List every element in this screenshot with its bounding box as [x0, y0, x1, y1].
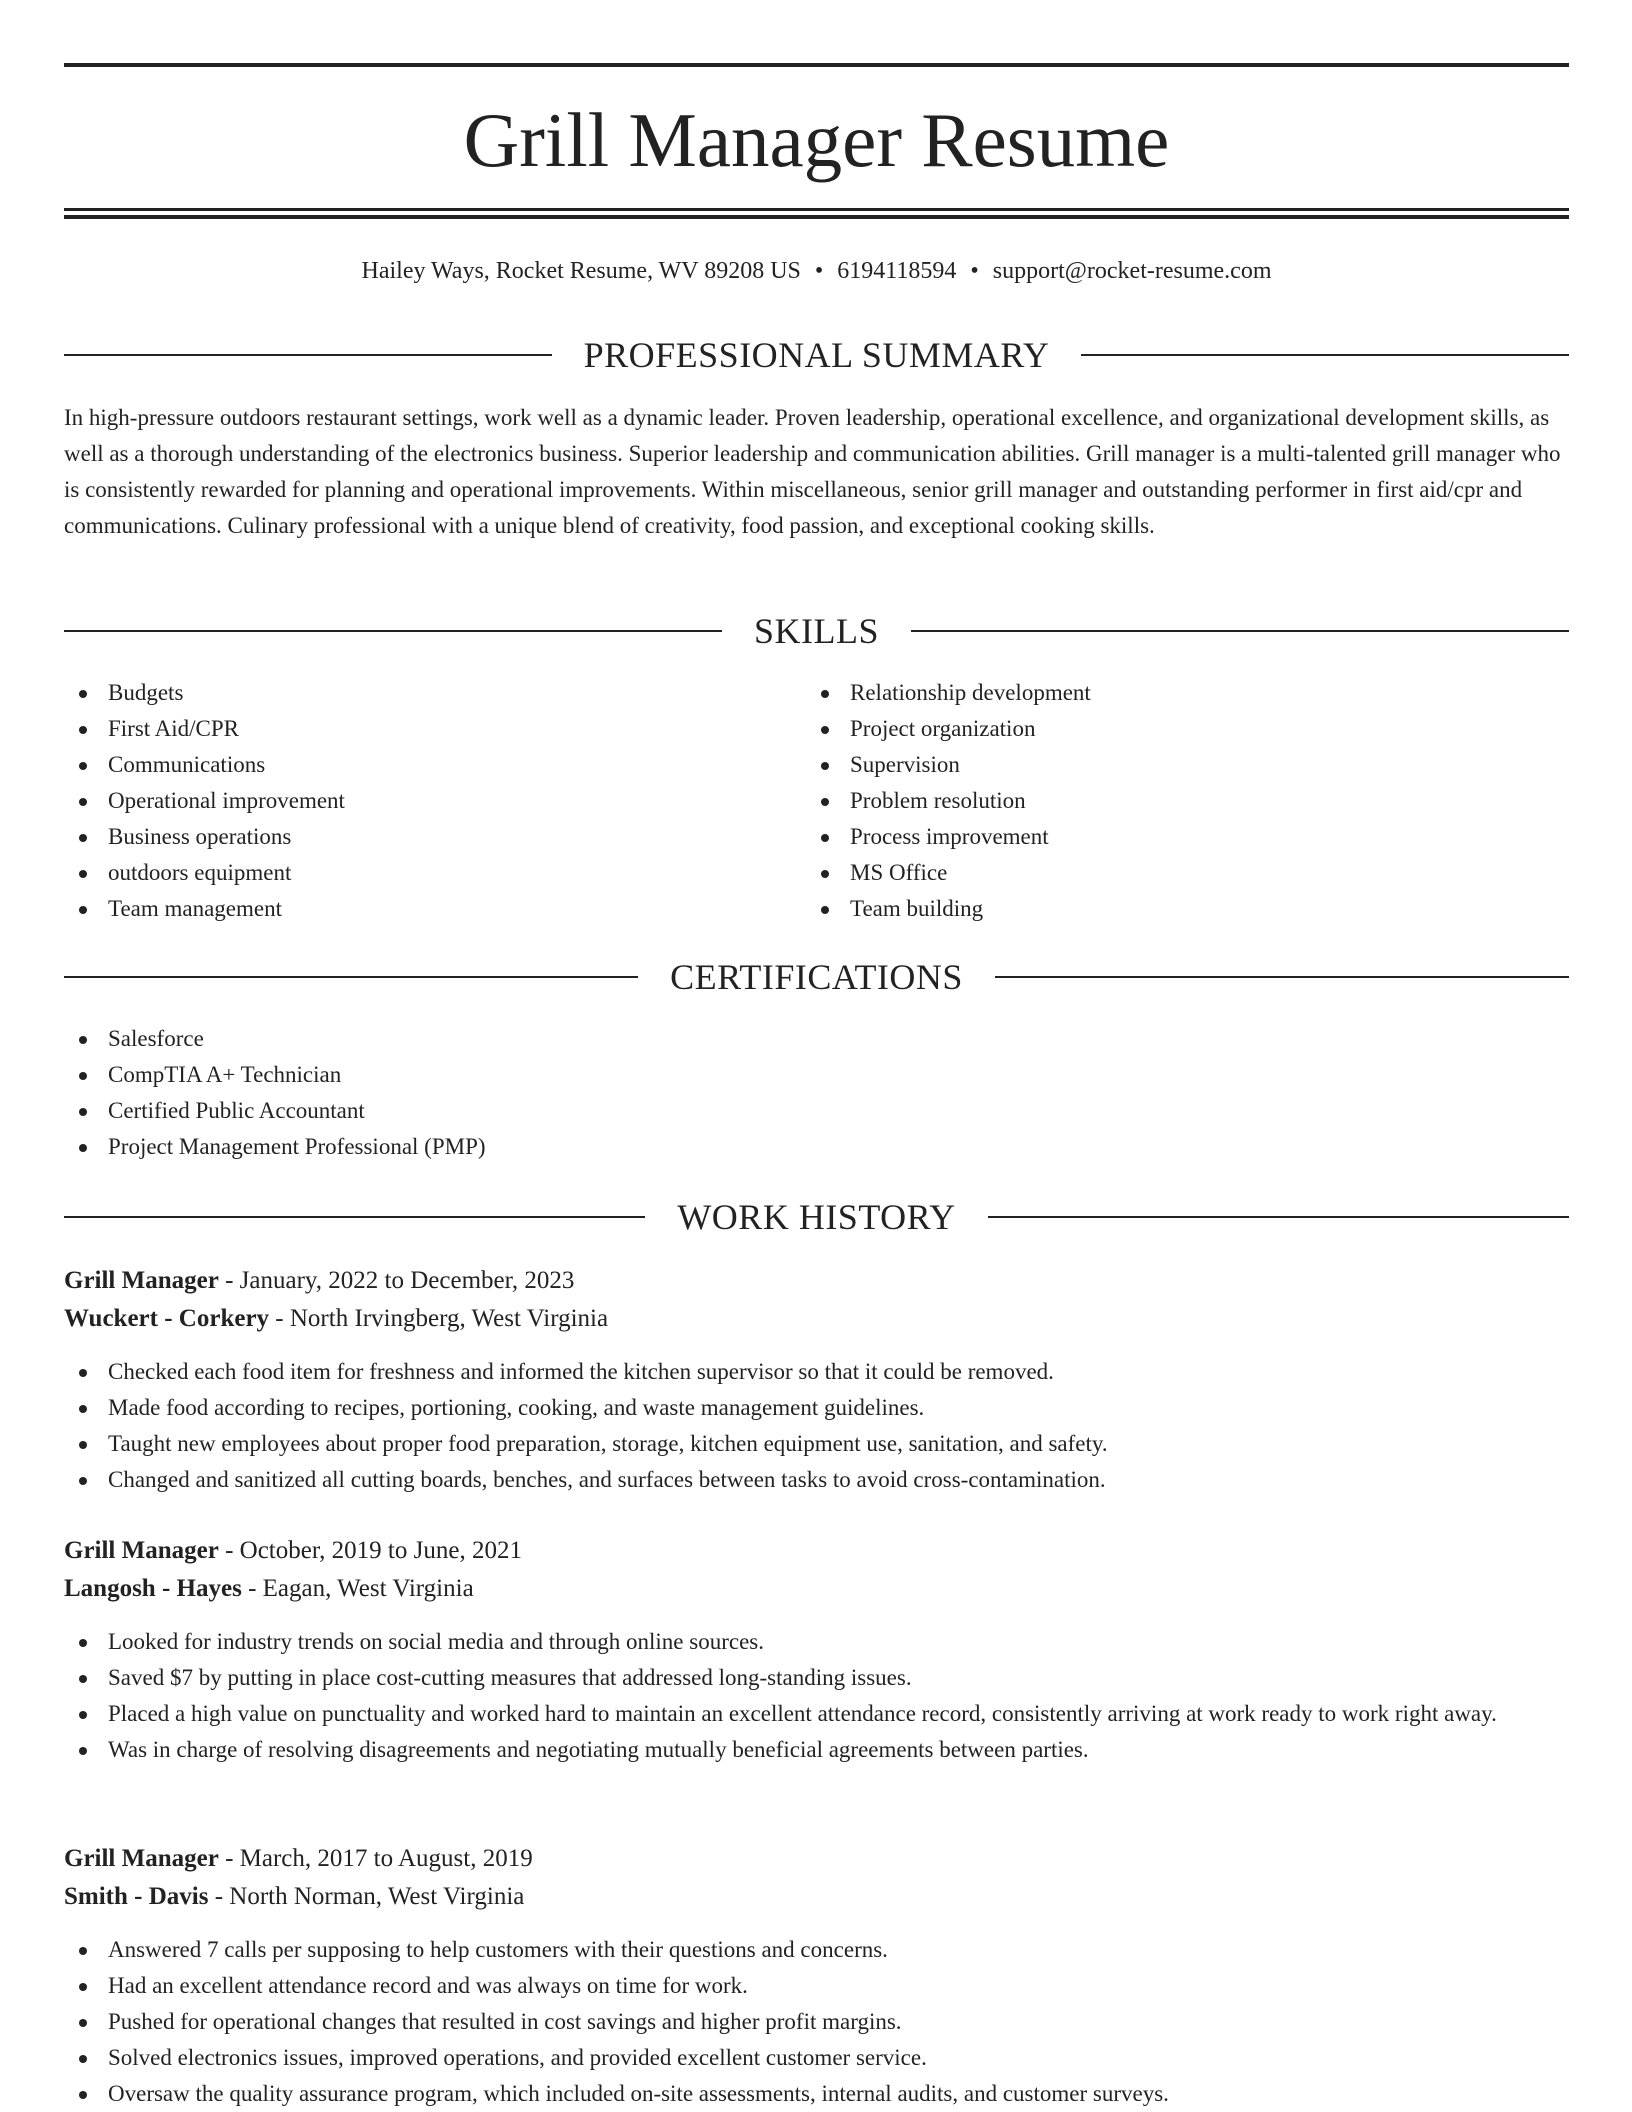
job-bullet-item: Saved $7 by putting in place cost-cutting measures that addressed long-standing issues.	[64, 1660, 1569, 1696]
job-dates: - October, 2019 to June, 2021	[218, 1537, 522, 1564]
divider	[64, 976, 638, 978]
divider	[64, 630, 722, 632]
section-title-certifications: CERTIFICATIONS	[670, 957, 963, 997]
job-bullet-item: Oversaw the quality assurance program, which included on-site assessments, internal audits, and customer surveys.	[64, 2076, 1569, 2112]
skill-item: Budgets	[64, 675, 764, 711]
skill-item: Team building	[806, 891, 1566, 927]
contact-line	[64, 255, 1569, 287]
job-bullet-item: Changed and sanitized all cutting boards, benches, and surfaces between tasks to avoid cross-contamination.	[64, 1462, 1569, 1498]
certification-item: Certified Public Accountant	[64, 1093, 1064, 1129]
job-bullets	[64, 1624, 1569, 1768]
job-bullet-item: Made food according to recipes, portioning, cooking, and waste management guidelines.	[64, 1390, 1569, 1426]
job-bullet-item: Was in charge of resolving disagreements and negotiating mutually beneficial agreements between parties.	[64, 1732, 1569, 1768]
job-entry	[64, 1262, 1569, 1498]
job-title: Grill Manager	[64, 1537, 219, 1564]
job-entry	[64, 1840, 1569, 2112]
job-bullet-item: Answered 7 calls per supposing to help customers with their questions and concerns.	[64, 1932, 1569, 1968]
job-bullet-item: Pushed for operational changes that resulted in cost savings and higher profit margins.	[64, 2004, 1569, 2040]
summary-text: In high-pressure outdoors restaurant settings, work well as a dynamic leader. Proven leadership, operational excellence, and organizational development skills, as well as a thorough understanding of the electronics business. Superior leadership and communication abilities. Grill manager is a multi-talented grill manager who is consistently rewarded for planning and operational improvements. Within miscellaneous, senior grill manager and outstanding performer in first aid/cpr and communications. Culinary professional with a unique blend of creativity, food passion, and exceptional cooking skills.	[64, 405, 1561, 538]
job-title: Grill Manager	[64, 1267, 219, 1294]
job-bullet-item: Had an excellent attendance record and was always on time for work.	[64, 1968, 1569, 2004]
job-dates: - January, 2022 to December, 2023	[218, 1267, 575, 1294]
skill-item: Team management	[64, 891, 764, 927]
certification-item: Project Management Professional (PMP)	[64, 1129, 1064, 1165]
job-title-line	[64, 1532, 1569, 1570]
certifications-section-header	[64, 955, 1569, 999]
job-entry	[64, 1532, 1569, 1768]
job-company: Smith - Davis	[64, 1883, 209, 1910]
job-location: - North Irvingberg, West Virginia	[269, 1305, 609, 1332]
certification-item: Salesforce	[64, 1021, 1064, 1057]
section-title-skills: SKILLS	[754, 611, 880, 651]
contact-email[interactable]: support@rocket-resume.com	[992, 258, 1272, 284]
skill-item: Project organization	[806, 711, 1566, 747]
job-bullet-item: Placed a high value on punctuality and worked hard to maintain an excellent attendance record, consistently arriving at work ready to work right away.	[64, 1696, 1569, 1732]
divider	[64, 354, 552, 356]
skill-item: Business operations	[64, 819, 764, 855]
skills-section-header	[64, 609, 1569, 653]
section-title-work-history: WORK HISTORY	[677, 1197, 956, 1237]
title-double-rule	[64, 208, 1569, 219]
skill-item: Communications	[64, 747, 764, 783]
divider	[911, 630, 1569, 632]
job-location: - Eagan, West Virginia	[241, 1575, 474, 1602]
skills-list-right	[806, 675, 1566, 927]
divider	[995, 976, 1569, 978]
job-company: Wuckert - Corkery	[64, 1305, 270, 1332]
work-history-section-header	[64, 1195, 1569, 1239]
divider	[988, 1216, 1569, 1218]
contact-separator: •	[814, 258, 824, 284]
divider	[1081, 354, 1569, 356]
job-company-line	[64, 1300, 1569, 1338]
divider	[64, 1216, 645, 1218]
skill-item: MS Office	[806, 855, 1566, 891]
certification-item: CompTIA A+ Technician	[64, 1057, 1064, 1093]
skill-item: Process improvement	[806, 819, 1566, 855]
job-bullets	[64, 1932, 1569, 2112]
job-title-line	[64, 1840, 1569, 1878]
job-title: Grill Manager	[64, 1845, 219, 1872]
certifications-list	[64, 1021, 1064, 1165]
job-dates: - March, 2017 to August, 2019	[218, 1845, 533, 1872]
job-bullet-item: Checked each food item for freshness and informed the kitchen supervisor so that it could be removed.	[64, 1354, 1569, 1390]
job-company: Langosh - Hayes	[64, 1575, 242, 1602]
job-location: - North Norman, West Virginia	[208, 1883, 525, 1910]
skill-item: outdoors equipment	[64, 855, 764, 891]
job-bullets	[64, 1354, 1569, 1498]
contact-separator: •	[970, 258, 979, 284]
skill-item: Relationship development	[806, 675, 1566, 711]
summary-section-header	[64, 333, 1569, 377]
job-title-line	[64, 1262, 1569, 1300]
top-rule	[64, 63, 1569, 67]
contact-address: Hailey Ways, Rocket Resume, WV 89208 US	[361, 258, 801, 284]
section-title-summary: PROFESSIONAL SUMMARY	[583, 335, 1050, 375]
skill-item: Supervision	[806, 747, 1566, 783]
job-bullet-item: Taught new employees about proper food preparation, storage, kitchen equipment use, sanitation, and safety.	[64, 1426, 1569, 1462]
skill-item: Problem resolution	[806, 783, 1566, 819]
resume-title: Grill Manager Resume	[463, 97, 1170, 183]
skill-item: First Aid/CPR	[64, 711, 764, 747]
job-company-line	[64, 1878, 1569, 1916]
job-company-line	[64, 1570, 1569, 1608]
skill-item: Operational improvement	[64, 783, 764, 819]
skills-list-left	[64, 675, 764, 927]
contact-phone: 6194118594	[837, 258, 957, 284]
job-bullet-item: Solved electronics issues, improved operations, and provided excellent customer service.	[64, 2040, 1569, 2076]
job-bullet-item: Looked for industry trends on social media and through online sources.	[64, 1624, 1569, 1660]
